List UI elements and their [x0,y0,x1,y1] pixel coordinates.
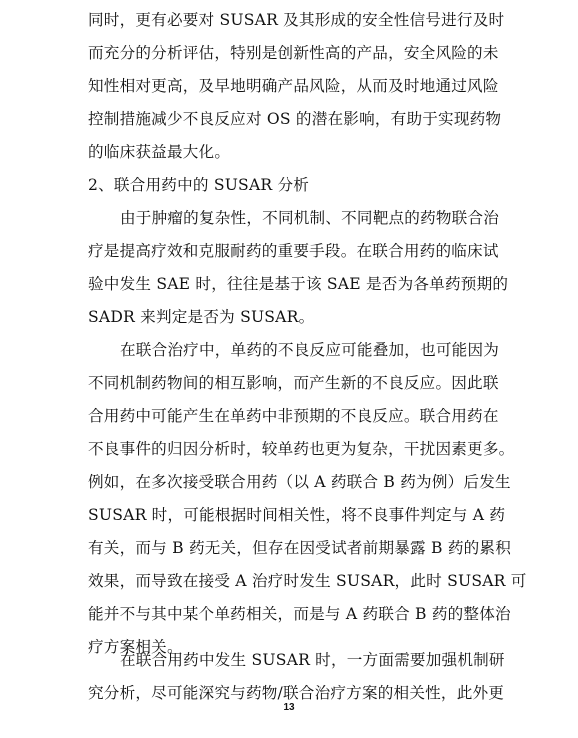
text-line: 知性相对更高，及早地明确产品风险，从而及时地通过风险 [88,77,499,95]
text-line: 同时，更有必要对 SUSAR 及其形成的安全性信号进行及时 [88,11,505,29]
paragraph-first-line: 在联合用药中发生 SUSAR 时，一方面需要加强机制研 [120,651,505,669]
section-heading: 2、联合用药中的 SUSAR 分析 [88,176,310,194]
text-line: 疗是提高疗效和克服耐药的重要手段。在联合用药的临床试 [88,242,499,260]
text-line: 的临床获益最大化。 [88,143,231,161]
text-line: 效果，而导致在接受 A 治疗时发生 SUSAR，此时 SUSAR 可 [88,572,527,590]
text-line: 而充分的分析评估，特别是创新性高的产品，安全风险的未 [88,44,499,62]
text-line: SUSAR 时，可能根据时间相关性，将不良事件判定与 A 药 [88,506,506,524]
paragraph-first-line: 由于肿瘤的复杂性，不同机制、不同靶点的药物联合治 [120,209,500,227]
page-number: 13 [283,702,295,713]
text-line: 控制措施减少不良反应对 OS 的潜在影响，有助于实现药物 [88,110,502,128]
text-line: 疗方案相关。 [88,638,183,656]
text-line: 能并不与其中某个单药相关，而是与 A 药联合 B 药的整体治 [88,605,511,623]
paragraph-first-line: 在联合治疗中，单药的不良反应可能叠加，也可能因为 [120,341,500,359]
text-line: 不良事件的归因分析时，较单药也更为复杂，干扰因素更多。 [88,440,515,458]
text-line: 合用药中可能产生在单药中非预期的不良反应。联合用药在 [88,407,499,425]
text-line: SADR 来判定是否为 SUSAR。 [88,308,315,326]
text-line: 验中发生 SAE 时，往往是基于该 SAE 是否为各单药预期的 [88,275,509,293]
text-line: 例如，在多次接受联合用药（以 A 药联合 B 药为例）后发生 [88,473,511,491]
text-line: 究分析，尽可能深究与药物/联合治疗方案的相关性，此外更 [88,684,505,702]
text-line: 有关，而与 B 药无关，但存在因受试者前期暴露 B 药的累积 [88,539,511,557]
text-line: 不同机制药物间的相互影响，而产生新的不良反应。因此联 [88,374,499,392]
